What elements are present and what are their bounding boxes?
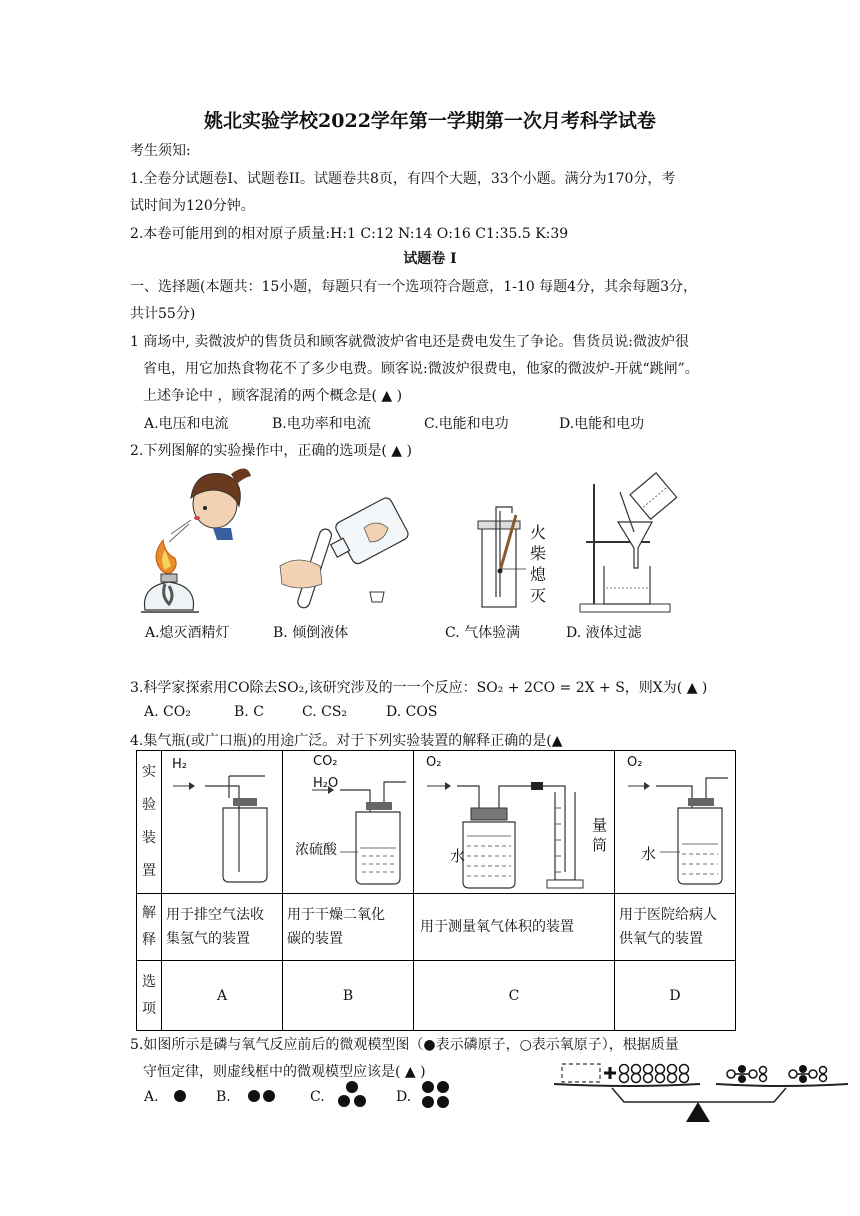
q5-stem-cont: 守恒定律，则虚线框中的微观模型应该是( ▲ ) xyxy=(143,1064,426,1080)
q1-option-c[interactable]: C.电能和电功 xyxy=(424,416,509,432)
row-header-option: 选 项 xyxy=(137,961,162,1031)
option-b-cell[interactable]: B xyxy=(283,961,414,1031)
q3-option-a[interactable]: A. CO₂ xyxy=(144,704,191,720)
q5-option-d[interactable]: D. xyxy=(396,1089,412,1105)
option-a-cell[interactable]: A xyxy=(162,961,283,1031)
q2-stem: 2.下列图解的实验操作中，正确的选项是( ▲ ) xyxy=(130,443,412,459)
q1-stem-end: 上述争论中 ，顾客混淆的两个概念是( ▲ ) xyxy=(143,388,403,404)
q5-option-a[interactable]: A. xyxy=(144,1089,159,1105)
q1-option-a[interactable]: A.电压和电流 xyxy=(144,416,229,432)
q5-stem: 5.如图所示是磷与氧气反应前后的微观模型图（●表示磷原子，○表示氧原子），根据质量 xyxy=(130,1037,679,1053)
option-a-model xyxy=(170,1085,190,1107)
device-c: O₂ 水 量 筒 xyxy=(414,751,615,894)
notice-item-2: 2.本卷可能用到的相对原子质量:H:1 C:12 N:14 O:16 C1:35.5 K:39 xyxy=(130,226,569,242)
option-d-cell[interactable]: D xyxy=(615,961,736,1031)
q4-stem: 4.集气瓶(或广口瓶)的用途广泛。对于下列实验装置的解释正确的是(▲ xyxy=(130,733,563,749)
q1-stem-cont: 省电，用它加热食物花不了多少电费。顾客说:微波炉很费电，他家的微波炉-开就“跳闸”。 xyxy=(143,361,699,377)
alcohol-lamp-figure xyxy=(135,462,255,617)
q2-caption-c[interactable]: C. 气体验满 xyxy=(445,625,521,641)
device-b: CO₂ H₂O 浓硫酸 xyxy=(283,751,414,894)
explain-c: 用于测量氧气体积的装置 xyxy=(414,894,615,961)
q2-caption-a[interactable]: A.熄灭酒精灯 xyxy=(145,625,230,641)
explain-d: 用于医院给病人 供氧气的装置 xyxy=(615,894,736,961)
q3-option-c[interactable]: C. CS₂ xyxy=(302,704,348,720)
option-b-model xyxy=(244,1085,280,1107)
balance-model-figure xyxy=(550,1058,852,1126)
filtration-figure xyxy=(576,470,684,618)
pouring-liquid-figure xyxy=(272,488,422,616)
option-d-model xyxy=(418,1078,454,1114)
match-label: 火 柴 熄 灭 xyxy=(530,523,547,605)
q1-option-d[interactable]: D.电能和电功 xyxy=(559,416,645,432)
option-c-model xyxy=(334,1078,370,1112)
q1-stem: 1 商场中, 卖微波炉的售货员和顾客就微波炉省电还是费电发生了争论。售货员说:微波炉很 xyxy=(130,334,689,350)
q5-option-b[interactable]: B. xyxy=(216,1089,231,1105)
notice-heading: 考生须知: xyxy=(130,143,191,159)
device-d: O₂ 水 xyxy=(615,751,736,894)
part1-heading-cont: 共计55分) xyxy=(130,306,196,322)
q1-option-b[interactable]: B.电功率和电流 xyxy=(272,416,371,432)
explain-b: 用于干燥二氧化 碳的装置 xyxy=(283,894,414,961)
row-header-device: 实 验 装 置 xyxy=(137,751,162,894)
apparatus-table xyxy=(136,750,736,1031)
option-c-cell[interactable]: C xyxy=(414,961,615,1031)
page-title: 姚北实验学校2022学年第一学期第一次月考科学试卷 xyxy=(204,110,656,132)
q5-option-c[interactable]: C. xyxy=(310,1089,325,1105)
q3-option-d[interactable]: D. COS xyxy=(386,704,438,720)
device-a: H₂ xyxy=(162,751,283,894)
row-header-explain: 解 释 xyxy=(137,894,162,961)
notice-item-1-cont: 试时间为120分钟。 xyxy=(130,198,255,214)
section-title: 试题卷 I xyxy=(403,251,457,267)
q2-caption-b[interactable]: B. 倾倒液体 xyxy=(273,625,349,641)
explain-a: 用于排空气法收 集氢气的装置 xyxy=(162,894,283,961)
q3-option-b[interactable]: B. C xyxy=(234,704,264,720)
q3-stem: 3.科学家探索用CO除去SO₂,该研究涉及的一一个反应：SO₂ + 2CO = 2X + S，则X为( ▲ ) xyxy=(130,680,708,696)
notice-item-1: 1.全卷分试题卷I、试题卷II。试题卷共8页，有四个大题，33个小题。满分为170分，考 xyxy=(130,171,676,187)
part1-heading: 一、选择题(本题共：15小题，每题只有一个选项符合题意，1-10 每题4分，其余每题3分， xyxy=(130,279,697,295)
q2-caption-d[interactable]: D. 液体过滤 xyxy=(566,625,642,641)
